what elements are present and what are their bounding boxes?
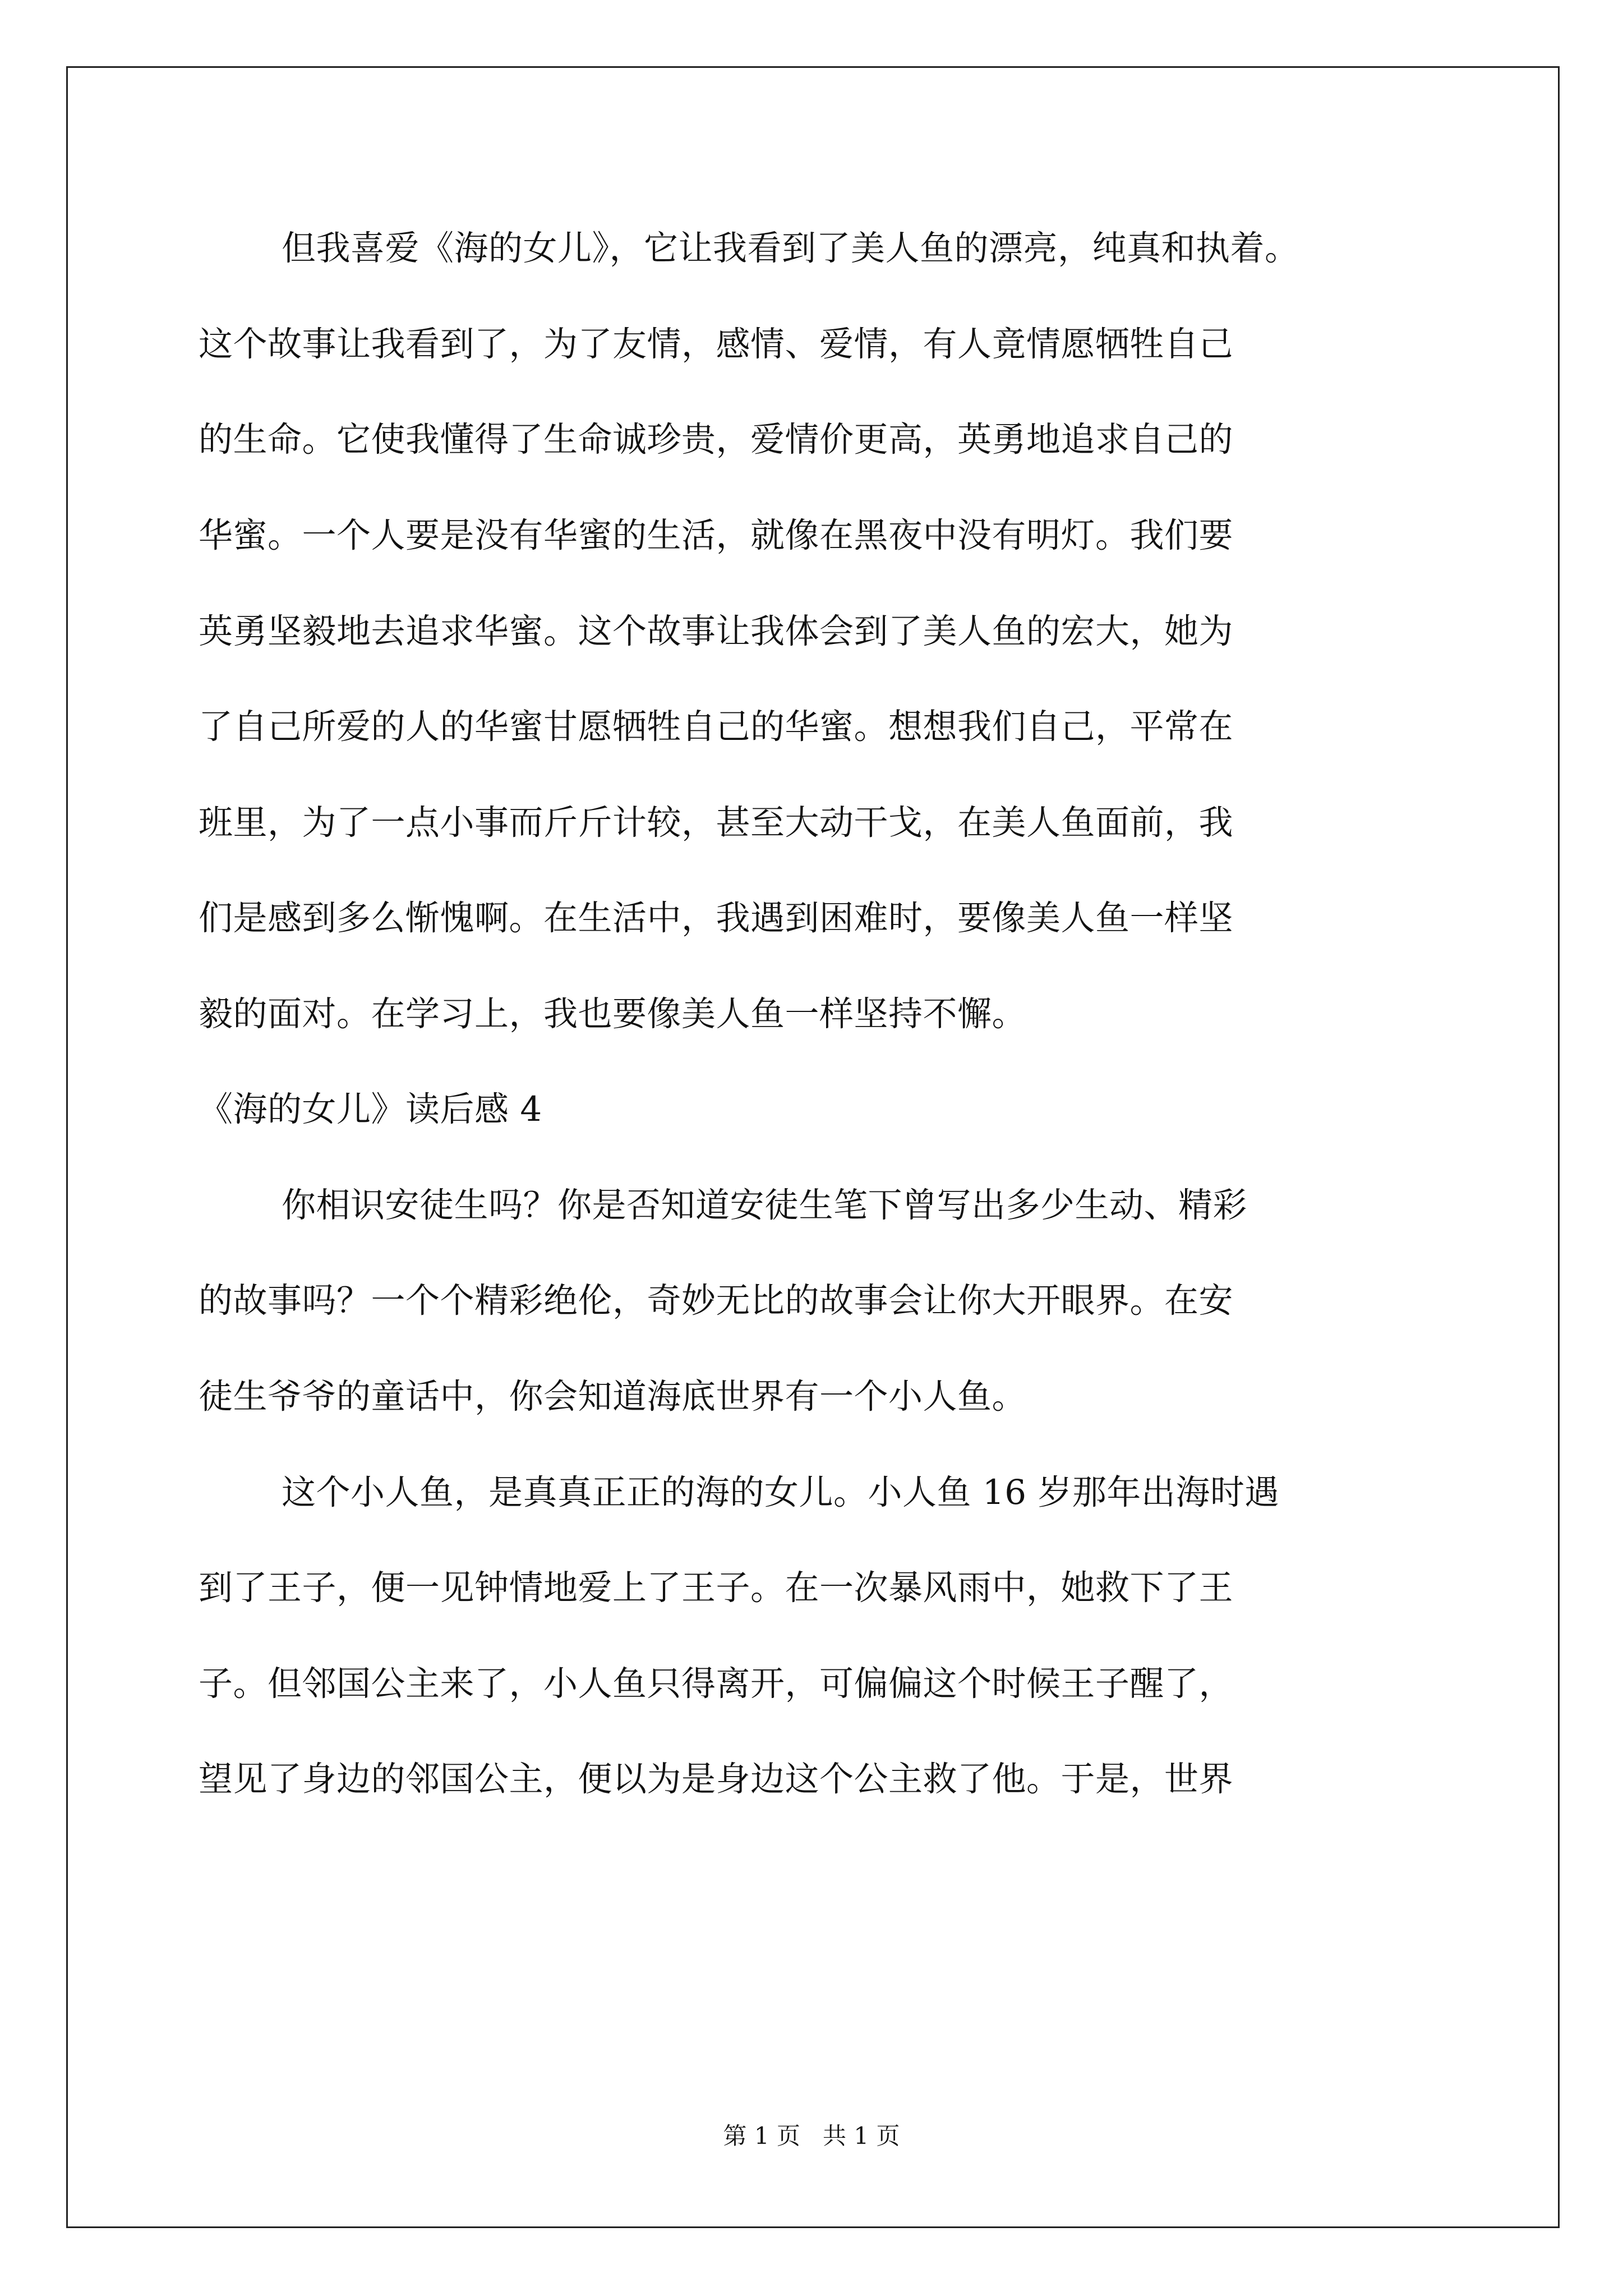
paragraph-line: 但我喜爱《海的女儿》，它让我看到了美人鱼的漂亮，纯真和执着。: [282, 228, 1299, 268]
paragraph-line: 望见了身边的邻国公主，便以为是身边这个公主救了他。于是，世界: [199, 1759, 1234, 1799]
paragraph-line: 毅的面对。在学习上，我也要像美人鱼一样坚持不懈。: [199, 994, 1027, 1034]
paragraph-line: 的故事吗？一个个精彩绝伦，奇妙无比的故事会让你大开眼界。在安: [199, 1281, 1234, 1320]
paragraph-line: 英勇坚毅地去追求华蜜。这个故事让我体会到了美人鱼的宏大，她为: [199, 611, 1234, 651]
page-footer: 第 1 页 共 1 页: [723, 2122, 900, 2150]
paragraph-line: 徒生爷爷的童话中，你会知道海底世界有一个小人鱼。: [199, 1377, 1027, 1416]
paragraph-line: 这个小人鱼，是真真正正的海的女儿。小人鱼 16 岁那年出海时遇: [282, 1473, 1279, 1512]
paragraph-line: 子。但邻国公主来了，小人鱼只得离开，可偏偏这个时候王子醒了，: [199, 1664, 1234, 1704]
paragraph-line: 们是感到多么惭愧啊。在生活中，我遇到困难时，要像美人鱼一样坚: [199, 898, 1234, 938]
section-heading: 《海的女儿》读后感 4: [199, 1089, 542, 1129]
paragraph-line: 班里，为了一点小事而斤斤计较，甚至大动干戈，在美人鱼面前，我: [199, 803, 1234, 843]
page-border: [66, 66, 1560, 2228]
paragraph-line: 你相识安徒生吗？你是否知道安徒生笔下曾写出多少生动、精彩: [282, 1185, 1248, 1225]
paragraph-line: 这个故事让我看到了，为了友情，感情、爱情，有人竟情愿牺牲自己: [199, 324, 1234, 364]
paragraph-line: 的生命。它使我懂得了生命诚珍贵，爱情价更高，英勇地追求自己的: [199, 420, 1234, 459]
paragraph-line: 华蜜。一个人要是没有华蜜的生活，就像在黑夜中没有明灯。我们要: [199, 516, 1234, 555]
paragraph-line: 到了王子，便一见钟情地爱上了王子。在一次暴风雨中，她救下了王: [199, 1568, 1234, 1608]
paragraph-line: 了自己所爱的人的华蜜甘愿牺牲自己的华蜜。想想我们自己，平常在: [199, 707, 1234, 747]
